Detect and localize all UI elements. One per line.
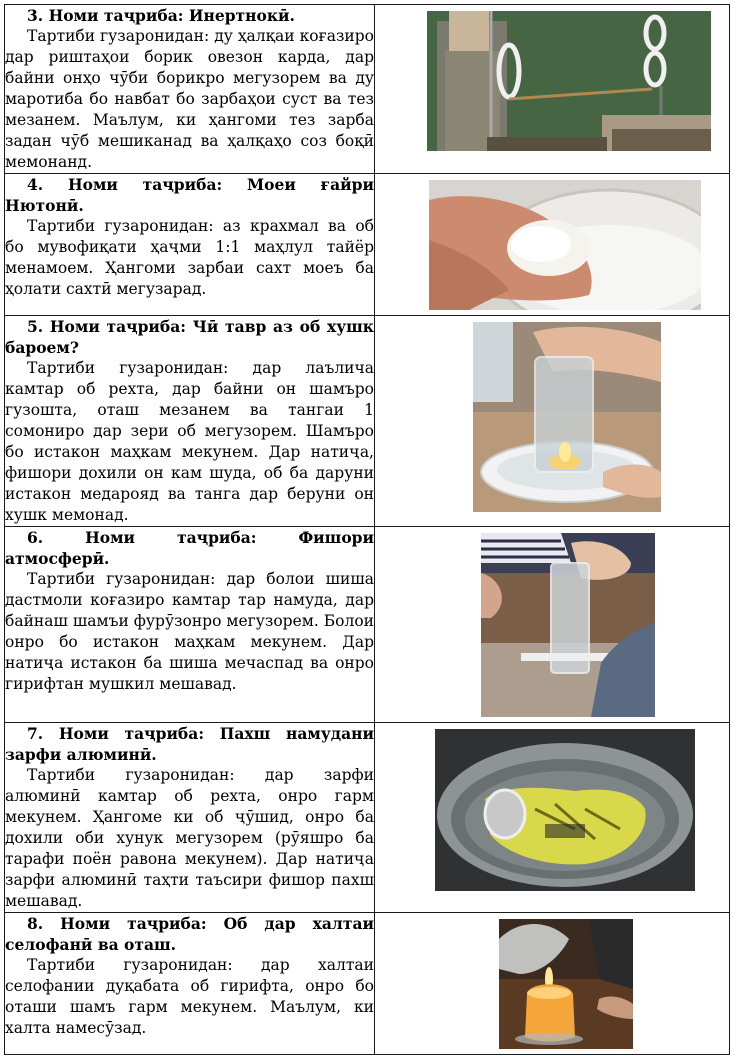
experiment-photo-cell xyxy=(375,5,730,174)
experiment-row xyxy=(5,913,730,1055)
atmospheric-pressure-photo xyxy=(481,533,655,717)
crushed-can-photo xyxy=(435,729,695,891)
experiment-text-cell xyxy=(5,723,375,913)
experiment-text-cell xyxy=(5,527,375,723)
experiment-title: 5. Номи таҷриба: Чӣ тавр аз об хушк бароем? xyxy=(5,317,374,357)
experiment-body: Тартиби гузаронидан: ду ҳалқаи коғазиро дар риштаҳои борик овезон карда, дар байни онҳо чӯби борикро мегузорем ва ду маротиба бо навбат бо зарбаҳои суст ва тез мезанем. Маълум, ки ҳангоми тез зарба задан чӯб мешиканад ва ҳалқаҳо соз боқӣ мемонанд. xyxy=(5,27,374,171)
non-newtonian-fluid-photo xyxy=(429,180,701,310)
experiment-title: 3. Номи таҷриба: Инертнокӣ. xyxy=(27,6,295,25)
experiment-body: Тартиби гузаронидан: дар лаълича камтар об рехта, дар байни он шамъро гузошта, оташ мезанем ва тангаи 1 сомониро дар зери об мегузорем. Шамъро бо истакон маҳкам мекунем. Дар натиҷа, фишори дохили он кам шуда, об ба даруни истакон медарояд ва танга дар беруни он хушк мемонад. xyxy=(5,359,374,524)
experiment-body: Тартиби гузаронидан: аз крахмал ва об бо мувофиқати ҳаҷми 1:1 маҳлул тайёр менамоем. Ҳангоми зарбаи сахт моеъ ба ҳолати сахтӣ мегузарад. xyxy=(5,217,374,298)
experiment-photo-cell xyxy=(375,316,730,527)
experiment-photo-cell xyxy=(375,723,730,913)
experiment-row xyxy=(5,5,730,174)
experiment-text-cell xyxy=(5,5,375,174)
experiment-photo-cell xyxy=(375,174,730,316)
experiment-row xyxy=(5,723,730,913)
experiment-title: 8. Номи таҷриба: Об дар халтаи селофанӣ ва оташ. xyxy=(5,914,374,954)
experiment-photo-cell xyxy=(375,527,730,723)
experiment-row xyxy=(5,316,730,527)
experiment-row xyxy=(5,527,730,723)
experiment-text-cell xyxy=(5,316,375,527)
experiment-title: 4. Номи таҷриба: Моеи ғайри Нютонӣ. xyxy=(5,175,374,215)
experiment-text-cell xyxy=(5,913,375,1055)
experiment-photo-cell xyxy=(375,913,730,1055)
experiment-row xyxy=(5,174,730,316)
plastic-bag-candle-photo xyxy=(499,919,633,1049)
experiment-title: 6. Номи таҷриба: Фишори атмосферӣ. xyxy=(5,528,374,568)
candle-under-glass-photo xyxy=(473,322,661,512)
experiment-body: Тартиби гузаронидан: дар халтаи селофании дуқабата об гирифта, онро бо оташи шамъ гарм мекунем. Маълум, ки халта намесӯзад. xyxy=(5,956,374,1037)
inertia-photo xyxy=(427,11,711,151)
experiment-title: 7. Номи таҷриба: Пахш намудани зарфи алюминӣ. xyxy=(5,724,374,764)
experiment-text-cell xyxy=(5,174,375,316)
experiments-table xyxy=(4,4,730,1055)
experiment-body: Тартиби гузаронидан: дар зарфи алюминӣ камтар об рехта, онро гарм мекунем. Ҳангоме ки об ҷӯшид, онро ба дохили оби хунук мегузорем (рӯяшро ба тарафи поён равона мекунем). Дар натиҷа зарфи алюминӣ таҳти таъсири фишор пахш мешавад. xyxy=(5,766,374,910)
experiment-body: Тартиби гузаронидан: дар болои шиша дастмоли коғазиро камтар тар намуда, дар байнаш шамъи фурӯзонро мегузорем. Болои онро бо истакон маҳкам мекунем. Дар натиҷа истакон ба шиша мечаспад ва онро гирифтан мушкил мешавад. xyxy=(5,570,374,693)
